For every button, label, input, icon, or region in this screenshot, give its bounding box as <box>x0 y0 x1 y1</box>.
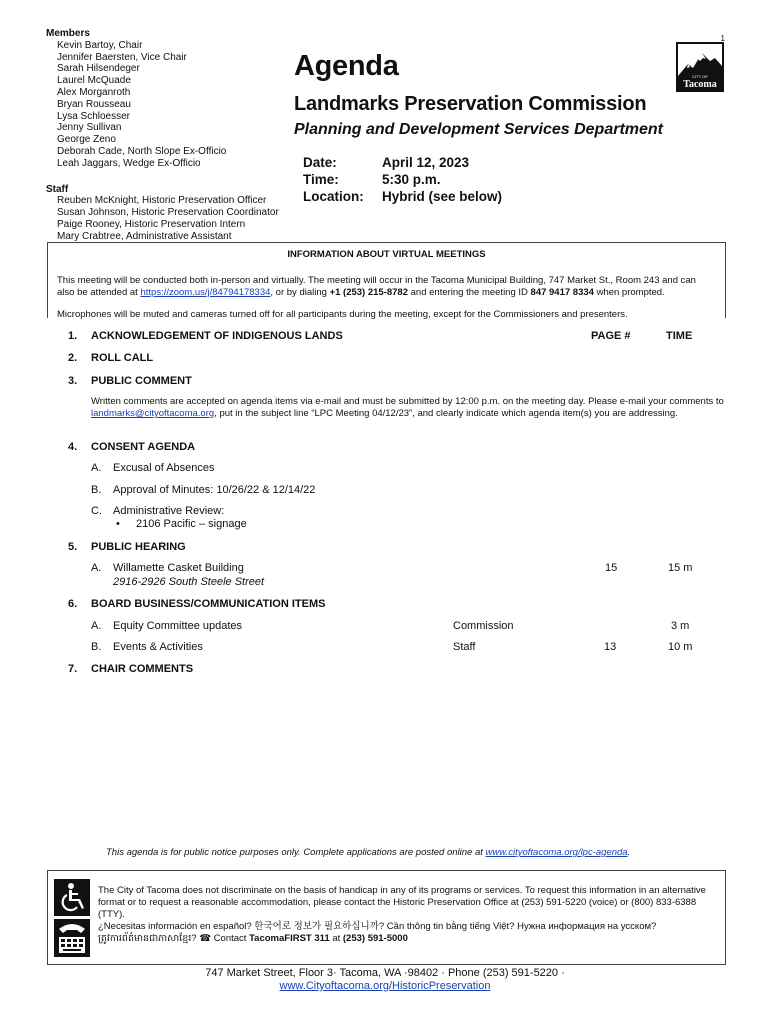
time-cell: 10 m <box>668 641 693 653</box>
item-heading: CONSENT AGENDA <box>91 441 196 453</box>
member-name: Deborah Cade, North Slope Ex-Officio <box>57 145 227 157</box>
microphone-note: Microphones will be muted and cameras turned off for all participants during the meeting, except for the Commissioners and presenters. <box>57 309 628 320</box>
commission-name: Landmarks Preservation Commission <box>294 93 647 115</box>
staff-name: Reuben McKnight, Historic Preservation Officer <box>57 195 267 207</box>
sub-item: A. Excusal of Absences <box>91 462 215 474</box>
roster <box>46 28 279 243</box>
location-label: Location: <box>303 189 364 204</box>
staff-name: Paige Rooney, Historic Preservation Intern <box>57 218 246 230</box>
sub-item: C. Administrative Review: <box>91 505 225 517</box>
virtual-info-text: This meeting will be conducted both in-person and virtually. The meeting will occur in the Tacoma Municipal Building, 747 Market St., Room 243 and can also be attended at https://zoom.us/j/84794178334, or by dialing +1 (253) 215-8782 and entering the meeting ID 847 9417 8334 when prompted. <box>57 275 696 298</box>
staff-name: Susan Johnson, Historic Preservation Coordinator <box>57 207 279 219</box>
time-value: 5:30 p.m. <box>382 172 441 187</box>
public-comment-text: Written comments are accepted on agenda items via e-mail and must be submitted by 12:00 p.m. on the meeting day. Please e-mail your comments to landmarks@cityoftacoma.org, put in the subject line “LPC Meeting 04/12/23”, and clearly indicate which agenda item(s) you are addressing. <box>91 396 724 419</box>
office-address <box>0 967 770 993</box>
item-heading: PUBLIC COMMENT <box>91 375 192 387</box>
department-name: Planning and Development Services Department <box>294 121 663 138</box>
sub-item: B. Events & Activities <box>91 641 203 653</box>
virtual-info-title: INFORMATION ABOUT VIRTUAL MEETINGS <box>287 249 486 260</box>
email-link[interactable]: landmarks@cityoftacoma.org <box>91 408 215 419</box>
zoom-link[interactable]: https://zoom.us/j/84794178334 <box>140 287 271 298</box>
tty-icon <box>54 919 90 957</box>
accessibility-text <box>98 885 718 945</box>
time-cell: 3 m <box>671 620 690 632</box>
item-number: 4. <box>68 441 78 453</box>
item-heading: CHAIR COMMENTS <box>91 663 194 675</box>
member-name: Lysa Schloesser <box>57 110 130 122</box>
item-number: 2. <box>68 352 78 364</box>
page-title: Agenda <box>294 50 399 82</box>
dial-in-number: +1 (253) 215-8782 <box>329 287 408 298</box>
presenter-cell: Commission <box>453 620 514 632</box>
item-number: 3. <box>68 375 78 387</box>
date-value: April 12, 2023 <box>382 155 470 170</box>
page-number-cell: 13 <box>604 641 617 653</box>
city-of-tacoma-logo <box>676 34 725 92</box>
staff-name: Mary Crabtree, Administrative Assistant <box>57 230 232 242</box>
accessibility-box <box>47 870 726 965</box>
member-name: Leah Jaggars, Wedge Ex-Officio <box>57 157 201 169</box>
item-number: 6. <box>68 598 78 610</box>
staff-heading: Staff <box>46 183 69 195</box>
property-address: 2916-2926 South Steele Street <box>113 576 265 588</box>
sub-item: A. Equity Committee updates <box>91 620 243 632</box>
agenda-link[interactable]: www.cityoftacoma.org/lpc-agenda <box>485 847 628 858</box>
nondiscrimination-statement: The City of Tacoma does not discriminate on the basis of handicap in any of its programs or services. To request this information in an alternative format or to request a reasonable accommodation, please contact the Historic Preservation Office at (253) 591-5220 (voice) or (800) 833-6388 (TTY). <box>98 885 706 920</box>
sub-item: A. Willamette Casket Building <box>91 562 244 574</box>
item-heading: BOARD BUSINESS/COMMUNICATION ITEMS <box>91 598 326 610</box>
item-number: 5. <box>68 541 78 553</box>
time-column-header: TIME <box>666 330 693 342</box>
accessibility-icons <box>54 879 90 957</box>
page-column-header: PAGE # <box>591 330 631 342</box>
member-name: Jennifer Baersten, Vice Chair <box>57 51 187 63</box>
meeting-id: 847 9417 8334 <box>530 287 594 298</box>
language-assistance: ¿Necesitas información en español? 한국어로 정보가 필요하십니까? Cần thông tin bằng tiếng Việt? Нужна информация на усском? <box>98 921 657 932</box>
item-number: 7. <box>68 663 78 675</box>
logo-small-text: CITY OF <box>692 74 708 79</box>
member-name: Jenny Sullivan <box>57 122 122 134</box>
meeting-details <box>303 154 502 205</box>
member-name: Laurel McQuade <box>57 75 131 87</box>
item-number: 1. <box>68 330 78 342</box>
member-name: Bryan Rousseau <box>57 98 131 110</box>
time-label: Time: <box>303 172 339 187</box>
page-number-cell: 15 <box>605 562 618 574</box>
contact-line: ត្រូវការព័ត៌មានជាភាសាខ្មែរ? ☎ Contact TacomaFIRST 311 at (253) 591-5000 <box>98 933 408 944</box>
item-heading: ACKNOWLEDGEMENT OF INDIGENOUS LANDS <box>91 330 343 342</box>
address-line: 747 Market Street, Floor 3· Tacoma, WA ·98402 · Phone (253) 591-5220 · <box>205 967 565 979</box>
members-heading: Members <box>46 28 90 39</box>
wheelchair-icon <box>54 879 90 916</box>
member-name: Kevin Bartoy, Chair <box>57 39 143 51</box>
date-label: Date: <box>303 155 337 170</box>
location-value: Hybrid (see below) <box>382 189 503 204</box>
member-name: Alex Morganroth <box>57 86 131 98</box>
sub-item: B. Approval of Minutes: 10/26/22 & 12/14/22 <box>91 484 316 496</box>
bullet-item: • 2106 Pacific – signage <box>116 518 247 530</box>
presenter-cell: Staff <box>453 641 476 653</box>
item-heading: PUBLIC HEARING <box>91 541 186 553</box>
historic-preservation-link[interactable]: www.Cityoftacoma.org/HistoricPreservation <box>279 980 491 992</box>
logo-text: Tacoma <box>683 79 717 90</box>
time-cell: 15 m <box>668 562 693 574</box>
page-number: 1 <box>720 34 725 43</box>
public-notice: This agenda is for public notice purposes only. Complete applications are posted online at www.cityoftacoma.org/lpc-agenda. <box>106 847 631 858</box>
member-name: George Zeno <box>57 134 116 146</box>
item-heading: ROLL CALL <box>91 352 154 364</box>
virtual-meeting-info <box>47 242 726 318</box>
member-name: Sarah Hilsendeger <box>57 63 140 75</box>
mountain-icon <box>678 44 722 90</box>
